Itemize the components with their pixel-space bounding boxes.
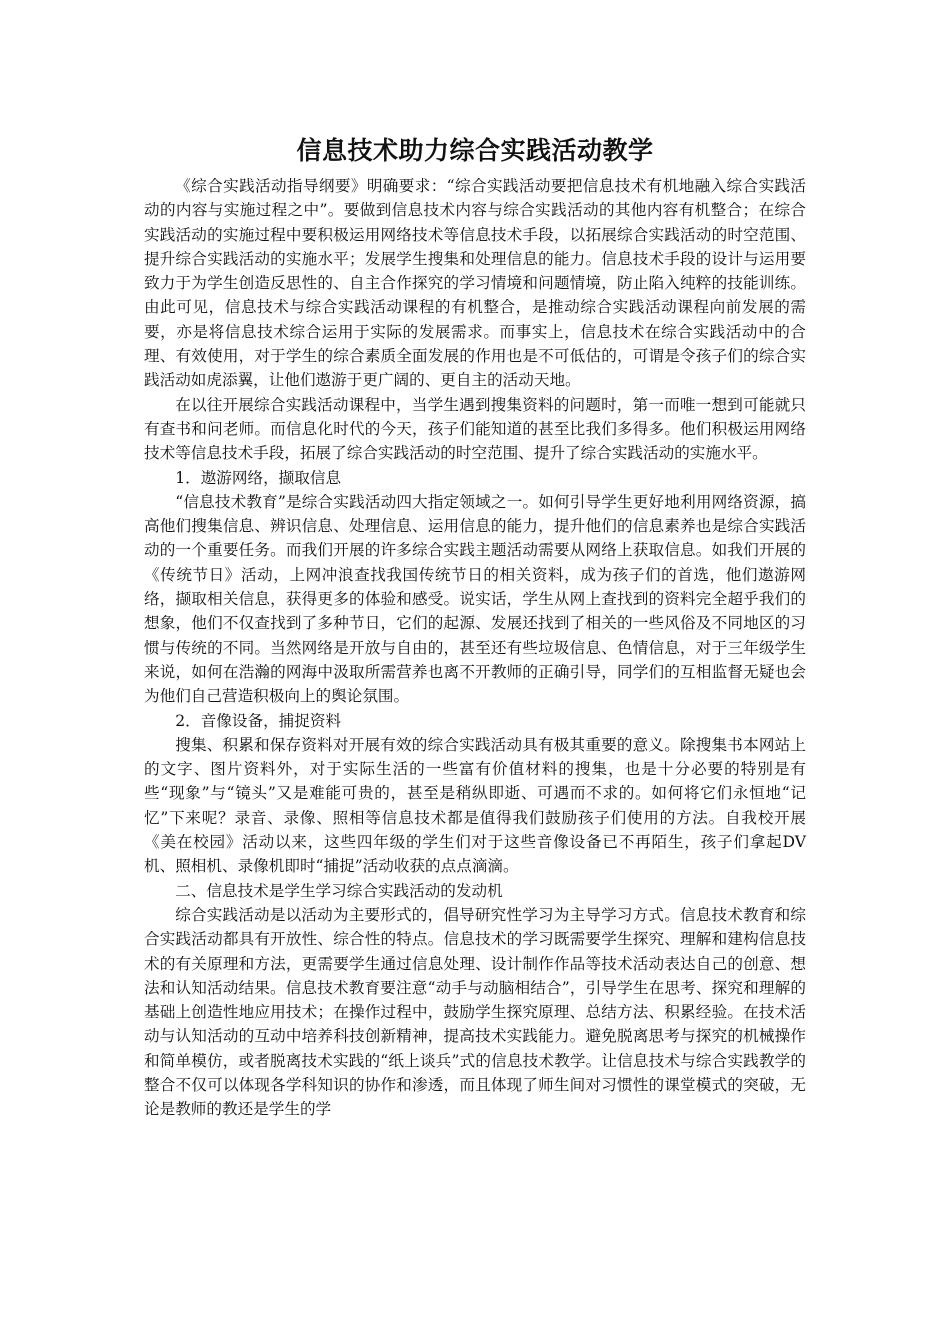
section-heading-part-2: 二、信息技术是学生学习综合实践活动的发动机: [175, 881, 503, 900]
section-heading-2: 2．音像设备，捕捉资料: [175, 711, 342, 730]
section-heading-1: 1．遨游网络，撷取信息: [175, 468, 342, 487]
paragraph-network: “信息技术教育”是综合实践活动四大指定领域之一。如何引导学生更好地利用网络资源，搞高他们搜集信息、辨识信息、处理信息、运用信息的能力，提升他们的信息素养也是综合实践活动的一个重要任务。而我们开展的许多综合实践主题活动需要从网络上获取信息。如我们开展的《传统节日》活动，上网冲浪查找我国传统节日的相关资料，成为孩子们的首选，他们遨游网络，撷取相关信息，获得更多的体验和感受。说实话，学生从网上查找到的资料完全超乎我们的想象，他们不仅查找到了多种节日，它们的起源、发展还找到了相关的一些风俗及不同地区的习惯与传统的不同。当然网络是开放与自由的，甚至还有些垃圾信息、色情信息，对于三年级学生来说，如何在浩瀚的网海中汲取所需营养也离不开教师的正确引导，同学们的互相监督无疑也会为他们自己营造积极向上的舆论氛围。: [144, 492, 806, 706]
paragraph-background: 在以往开展综合实践活动课程中，当学生遇到搜集资料的问题时，第一而唯一想到可能就只有查书和问老师。而信息化时代的今天，孩子们能知道的甚至比我们多得多。他们积极运用网络技术等信息技术手段，拓展了综合实践活动的时空范围、提升了综合实践活动的实施水平。: [144, 395, 806, 463]
document-title: 信息技术助力综合实践活动教学: [296, 136, 654, 165]
paragraph-intro: 《综合实践活动指导纲要》明确要求：“综合实践活动要把信息技术有机地融入综合实践活动的内容与实施过程之中”。要做到信息技术内容与综合实践活动的其他内容有机整合；在综合实践活动的实施过程中要积极运用网络技术等信息技术手段，以拓展综合实践活动的时空范围、提升综合实践活动的实施水平；发展学生搜集和处理信息的能力。信息技术手段的设计与运用要致力于为学生创造反思性的、自主合作探究的学习情境和问题情境，防止陷入纯粹的技能训练。由此可见，信息技术与综合实践活动课程的有机整合，是推动综合实践活动课程向前发展的需要，亦是将信息技术综合运用于实际的发展需求。而事实上，信息技术在综合实践活动中的合理、有效使用，对于学生的综合素质全面发展的作用也是不可低估的，可谓是令孩子们的综合实践活动如虎添翼，让他们遨游于更广阔的、更自主的活动天地。: [144, 177, 806, 390]
paragraph-engine: 综合实践活动是以活动为主要形式的，倡导研究性学习为主导学习方式。信息技术教育和综合实践活动都具有开放性、综合性的特点。信息技术的学习既需要学生探究、理解和建构信息技术的有关原理和方法，更需要学生通过信息处理、设计制作作品等技术活动表达自己的创意、想法和认知活动结果。信息技术教育要注意“动手与动脑相结合”，引导学生在思考、探究和理解的基础上创造性地应用技术；在操作过程中，鼓励学生探究原理、总结方法、积累经验。在技术活动与认知活动的互动中培养科技创新精神，提高技术实践能力。避免脱离思考与探究的机械操作和简单模仿，或者脱离技术实践的“纸上谈兵”式的信息技术教学。让信息技术与综合实践教学的整合不仅可以体现各学科知识的协作和渗透，而且体现了师生间对习惯性的课堂模式的突破，无论是教师的教还是学生的学: [144, 905, 806, 1119]
paragraph-media: 搜集、积累和保存资料对开展有效的综合实践活动具有极其重要的意义。除搜集书本网站上的文字、图片资料外，对于实际生活的一些富有价值材料的搜集，也是十分必要的特别是有些“现象”与“镜头”又是难能可贵的，甚至是稍纵即逝、可遇而不求的。如何将它们永恒地“记忆”下来呢？录音、录像、照相等信息技术都是值得我们鼓励孩子们使用的方法。自我校开展《美在校园》活动以来，这些四年级的学生们对于这些音像设备已不再陌生，孩子们拿起DV机、照相机、录像机即时“捕捉”活动收获的点点滴滴。: [144, 735, 806, 876]
